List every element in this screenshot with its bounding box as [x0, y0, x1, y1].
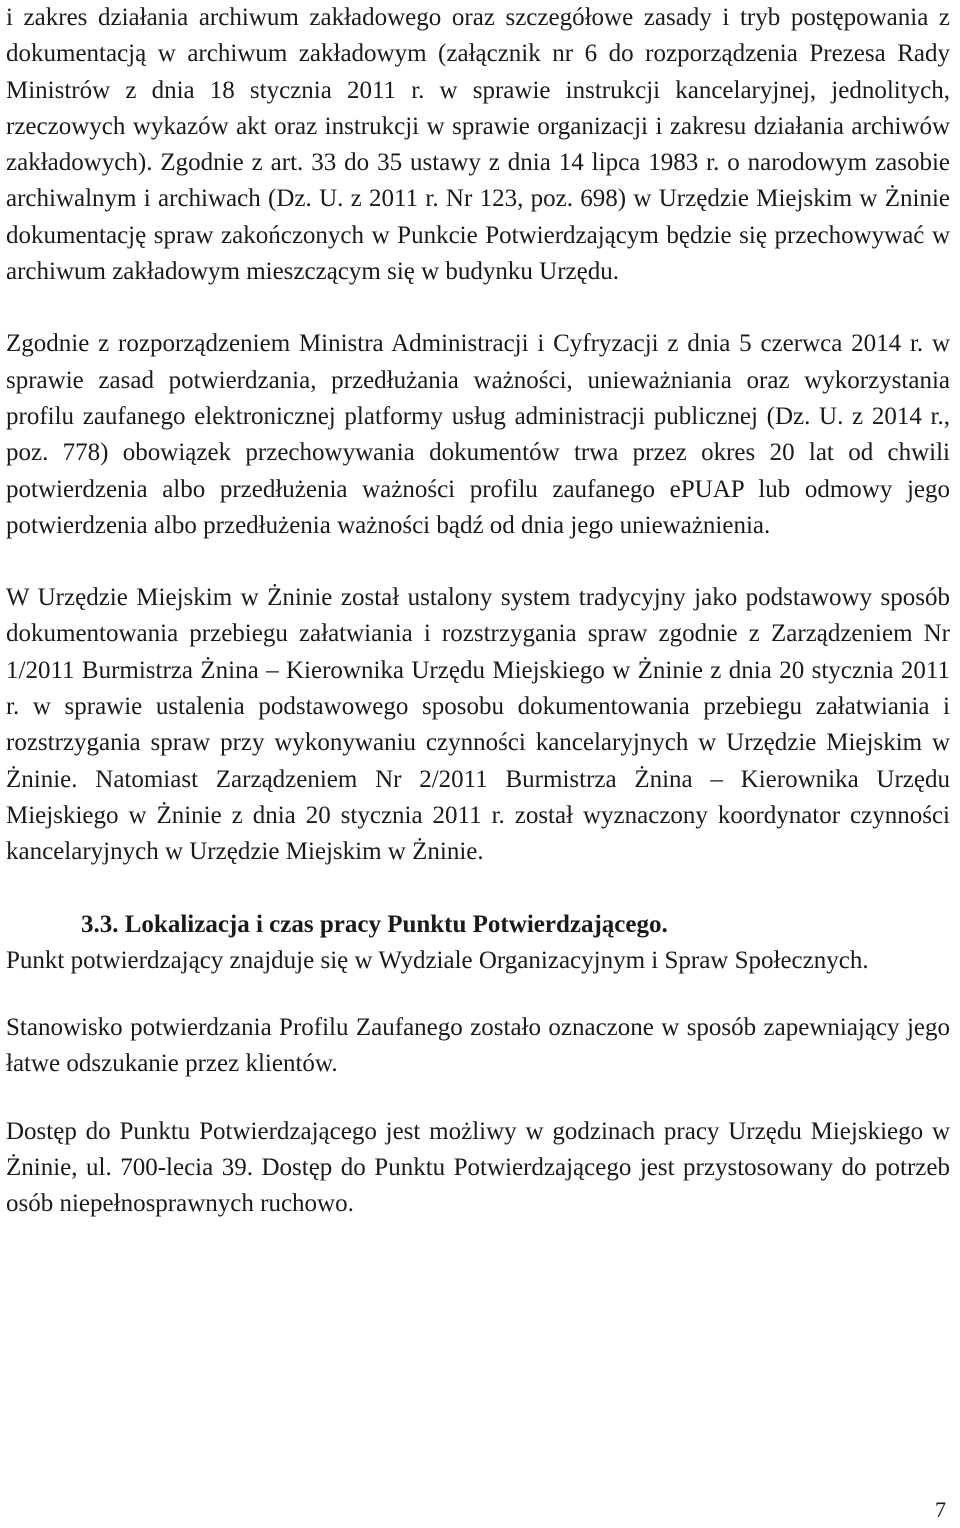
- paragraph-documentation-system: W Urzędzie Miejskim w Żninie został ustalony system tradycyjny jako podstawowy sposób dokumentowania przebiegu załatwiania i rozstrzygania spraw zgodnie z Zarządzeniem Nr 1/2011 Burmistrza Żnina – Kierownika Urzędu Miejskiego w Żninie z dnia 20 stycznia 2011 r. w sprawie ustalenia podstawowego sposobu dokumentowania przebiegu załatwiania i rozstrzygania spraw przy wykonywaniu czynności kancelaryjnych w Urzędzie Miejskim w Żninie. Natomiast Zarządzeniem Nr 2/2011 Burmistrza Żnina – Kierownika Urzędu Miejskiego w Żninie z dnia 20 stycznia 2011 r. został wyznaczony koordynator czynności kancelaryjnych w Urzędzie Miejskim w Żninie.: [6, 584, 950, 866]
- page-number: 7: [935, 1497, 946, 1522]
- paragraph-location: Punkt potwierdzający znajduje się w Wydziale Organizacyjnym i Spraw Społecznych.: [6, 946, 869, 974]
- paragraph-station-marking: Stanowisko potwierdzania Profilu Zaufanego zostało oznaczone w sposób zapewniający jego łatwe odszukanie przez klientów.: [6, 1014, 950, 1078]
- paragraph-access-hours: Dostęp do Punktu Potwierdzającego jest możliwy w godzinach pracy Urzędu Miejskiego w Żninie, ul. 700-lecia 39. Dostęp do Punktu Potwierdzającego jest przystosowany do potrzeb osób niepełnosprawnych ruchowo.: [6, 1117, 950, 1218]
- paragraph-archive-rules: i zakres działania archiwum zakładowego oraz szczegółowe zasady i tryb postępowania z dokumentacją w archiwum zakładowym (załącznik nr 6 do rozporządzenia Prezesa Rady Ministrów z dnia 18 stycznia 2011 r. w sprawie instrukcji kancelaryjnej, jednolitych, rzeczowych wykazów akt oraz instrukcji w sprawie organizacji i zakresu działania archiwów zakładowych). Zgodnie z art. 33 do 35 ustawy z dnia 14 lipca 1983 r. o narodowym zasobie archiwalnym i archiwach (Dz. U. z 2011 r. Nr 123, poz. 698) w Urzędzie Miejskim w Żninie dokumentację spraw zakończonych w Punkcie Potwierdzającym będzie się przechowywać w archiwum zakładowym mieszczącym się w budynku Urzędu.: [6, 4, 950, 286]
- paragraph-retention-period: Zgodnie z rozporządzeniem Ministra Administracji i Cyfryzacji z dnia 5 czerwca 2014 r. w sprawie zasad potwierdzania, przedłużania ważności, unieważniania oraz wykorzystania profilu zaufanego elektronicznej platformy usług administracji publicznej (Dz. U. z 2014 r., poz. 778) obowiązek przechowywania dokumentów trwa przez okres 20 lat od chwili potwierdzenia albo przedłużenia ważności profilu zaufanego ePUAP lub odmowy jego potwierdzenia albo przedłużenia ważności bądź od dnia jego unieważnienia.: [6, 330, 950, 539]
- document-page: [6, 0, 950, 1223]
- section-heading: 3.3. Lokalizacja i czas pracy Punktu Potwierdzającego.: [81, 910, 668, 938]
